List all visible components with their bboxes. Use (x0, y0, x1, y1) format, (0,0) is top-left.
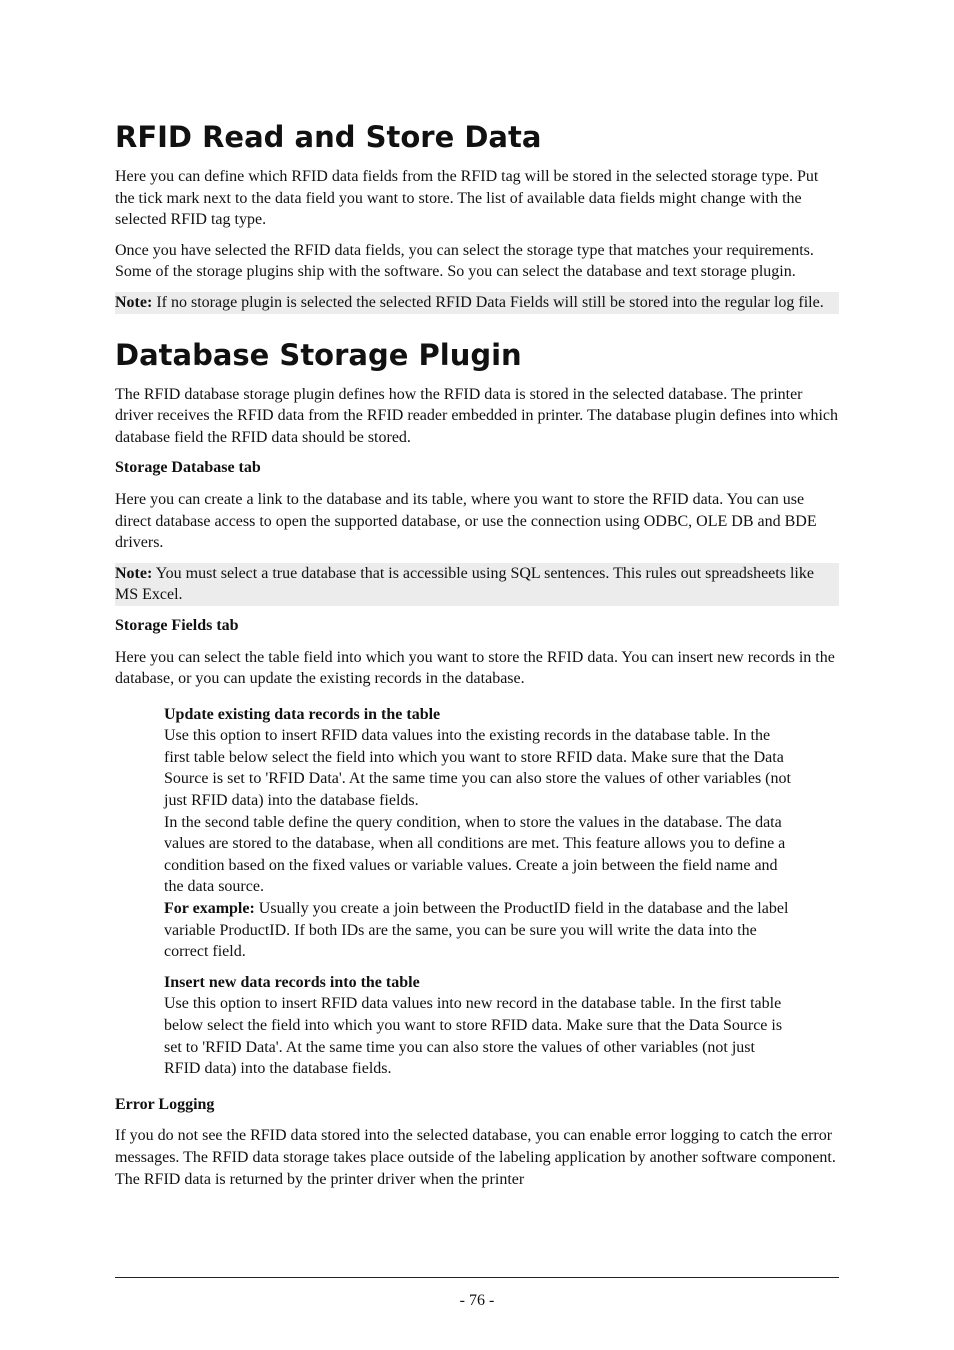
subheading-error-logging: Error Logging (115, 1095, 215, 1113)
note-label: Note: (115, 293, 153, 311)
paragraph: Here you can create a link to the database and its table, where you want to store the RFID data. You can use direct database access to open the supported database, or use the connection using ODBC, OLE DB and BDE drivers. (115, 490, 817, 552)
paragraph: If you do not see the RFID data stored into the selected database, you can enable error logging to catch the error messages. The RFID data storage takes place outside of the labeling application by another software component. The RFID data is returned by the printer driver when the printer (115, 1127, 836, 1188)
subheading-storage-database-tab: Storage Database tab (115, 459, 261, 477)
paragraph: The RFID database storage plugin defines how the RFID data is stored in the selected database. The printer driver receives the RFID data from the RFID reader embedded in printer. The database plugin defines into which database field the RFID data should be stored. (115, 385, 839, 446)
note-box (115, 292, 839, 314)
paragraph: Here you can select the table field into which you want to store the RFID data. You can insert new records in the database, or you can update the existing records in the database. (115, 648, 835, 688)
page-number: - 76 - (459, 1292, 495, 1309)
definition-text: In the second table define the query condition, when to store the values in the database. The data values are stored to the database, when all conditions are met. This feature allows you to define a condition based on the fixed values or variable values. Create a join between the field name and the data source. (164, 813, 786, 896)
note-box (115, 563, 839, 606)
example-label: For example: (164, 900, 255, 918)
subheading-storage-fields-tab: Storage Fields tab (115, 616, 239, 634)
heading-rfid-read-store: RFID Read and Store Data (115, 120, 542, 154)
note-text: If no storage plugin is selected the selected RFID Data Fields will still be stored into the regular log file. (152, 293, 824, 311)
term-insert-new: Insert new data records into the table (164, 973, 420, 991)
heading-database-storage-plugin: Database Storage Plugin (115, 337, 522, 372)
example-text: Usually you create a join between the ProductID field in the database and the label variable ProductID. If both IDs are the same, you can be sure you will write the data into the correct field. (164, 900, 789, 961)
note-text: You must select a true database that is accessible using SQL sentences. This rules out spreadsheets like MS Excel. (115, 564, 814, 604)
footer-divider (115, 1277, 839, 1278)
page-content (115, 118, 839, 1199)
definition-body (164, 725, 794, 963)
definition-list (164, 704, 794, 1080)
paragraph: Here you can define which RFID data fields from the RFID tag will be stored in the selected storage type. Put the tick mark next to the data field you want to store. The list of available data fields might change with the selected RFID tag type. (115, 168, 819, 229)
paragraph: Once you have selected the RFID data fields, you can select the storage type that matches your requirements. Some of the storage plugins ship with the software. So you can select the database and text storage plugin. (115, 241, 814, 281)
note-label: Note: (115, 564, 153, 582)
definition-text: Use this option to insert RFID data values into the existing records in the database table. In the first table below select the field into which you want to store RFID data. Make sure that the Data Source is set to 'RFID Data'. At the same time you can also store the values of other variables (not just RFID data) into the database fields. (164, 727, 791, 810)
term-update-existing: Update existing data records in the table (164, 705, 441, 723)
definition-body: Use this option to insert RFID data values into new record in the database table. In the first table below select the field into which you want to store RFID data. Make sure that the Data Source is set to 'RFID Data'. At the same time you can also store the values of other variables (not just RFID data) into the database fields. (164, 995, 783, 1078)
